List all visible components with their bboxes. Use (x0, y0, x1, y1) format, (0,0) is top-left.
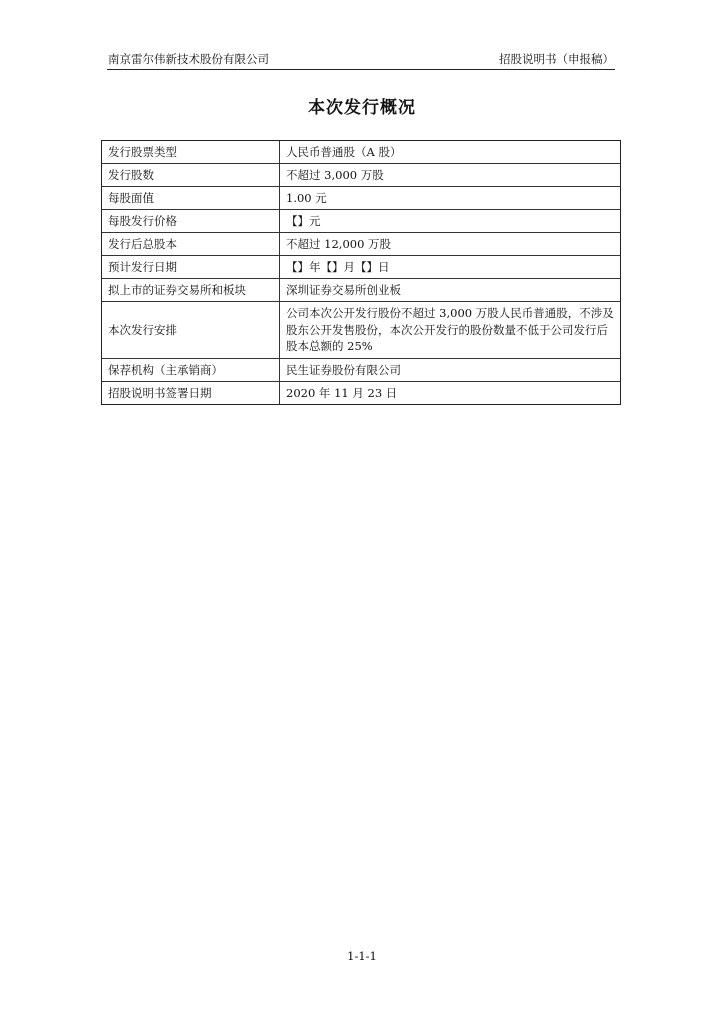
row-label: 每股发行价格 (102, 210, 280, 233)
row-value: 民生证券股份有限公司 (280, 359, 621, 382)
row-value: 【】年【】月【】日 (280, 256, 621, 279)
row-value: 深圳证券交易所创业板 (280, 279, 621, 302)
table-row (102, 210, 620, 233)
page-number: 1-1-1 (347, 949, 377, 963)
row-value: 1.00 元 (280, 187, 621, 210)
row-label: 保荐机构（主承销商） (102, 359, 280, 382)
table-row (102, 164, 620, 187)
issuance-overview-table (101, 140, 621, 405)
header-company-name: 南京雷尔伟新技术股份有限公司 (108, 52, 269, 66)
row-label: 发行股数 (102, 164, 280, 187)
row-label: 发行股票类型 (102, 141, 280, 164)
row-label: 预计发行日期 (102, 256, 280, 279)
table-row (102, 187, 620, 210)
table-row (102, 382, 620, 405)
page-header (108, 50, 614, 68)
row-label: 拟上市的证券交易所和板块 (102, 279, 280, 302)
table-row (102, 141, 620, 164)
table-row (102, 359, 620, 382)
table-row (102, 233, 620, 256)
row-value: 不超过 3,000 万股 (280, 164, 621, 187)
table-row (102, 256, 620, 279)
row-value: 人民币普通股（A 股） (280, 141, 621, 164)
header-rule (107, 69, 615, 70)
row-label: 招股说明书签署日期 (102, 382, 280, 405)
row-label: 本次发行安排 (102, 302, 280, 359)
table-row (102, 302, 620, 359)
row-value: 公司本次公开发行股份不超过 3,000 万股人民币普通股，不涉及股东公开发售股份，本次公开发行的股份数量不低于公司发行后股本总额的 25% (280, 302, 621, 359)
row-value: 2020 年 11 月 23 日 (280, 382, 621, 405)
row-label: 每股面值 (102, 187, 280, 210)
page-title: 本次发行概况 (308, 98, 416, 118)
header-document-type: 招股说明书（申报稿） (499, 52, 614, 66)
row-value: 【】元 (280, 210, 621, 233)
row-label: 发行后总股本 (102, 233, 280, 256)
row-value: 不超过 12,000 万股 (280, 233, 621, 256)
table-row (102, 279, 620, 302)
